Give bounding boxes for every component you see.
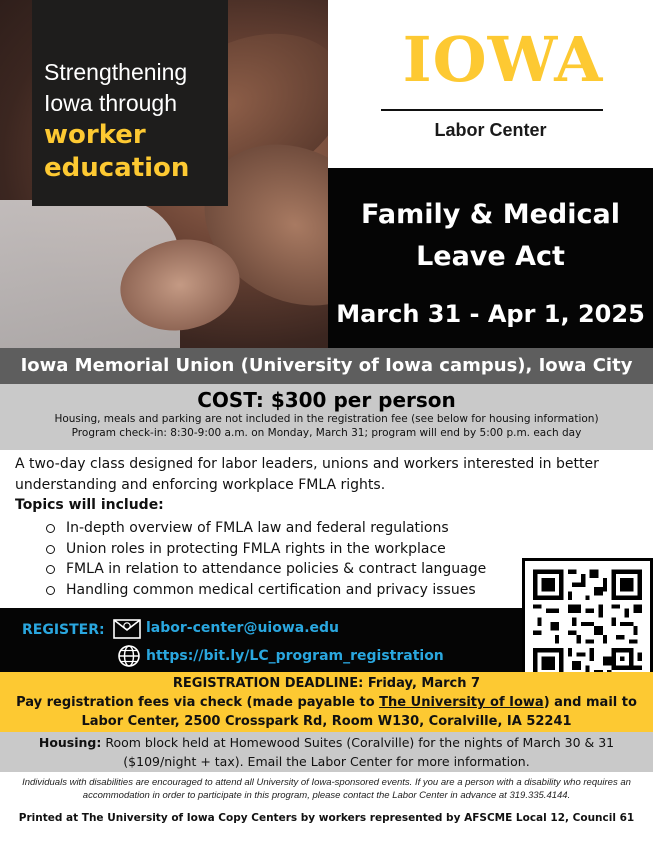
hero-photo <box>0 0 328 348</box>
deadline-payment <box>0 693 653 712</box>
list-item: In-depth overview of FMLA law and federal regulations <box>44 518 486 539</box>
qr-code-graphic <box>533 569 642 679</box>
cost-headline: COST: $300 per person <box>197 388 456 412</box>
event-title-box <box>328 168 653 348</box>
iowa-labor-center-logo <box>328 0 653 168</box>
register-email-link[interactable]: labor-center@uiowa.edu <box>146 620 340 636</box>
qr-code[interactable] <box>522 558 653 690</box>
event-title-line: Leave Act <box>416 241 565 272</box>
cost-note: Housing, meals and parking are not included in the registration fee (see below for housing information) <box>54 413 599 425</box>
event-title-line: Family & Medical <box>361 199 620 230</box>
event-title <box>328 194 653 278</box>
cost-note: Program check-in: 8:30-9:00 a.m. on Monday, March 31; program will end by 5:00 p.m. each day <box>71 427 582 439</box>
printer-credit: Printed at The University of Iowa Copy Centers by workers represented by AFSCME Local 12, Council 61 <box>18 812 635 824</box>
housing-label: Housing: <box>38 735 102 750</box>
list-item: Handling common medical certification and privacy issues <box>44 580 486 601</box>
housing-line <box>0 733 653 752</box>
payment-text: Pay registration fees via check (made payable to <box>16 695 380 710</box>
housing-line: ($109/night + tax). Email the Labor Center for more information. <box>123 754 530 769</box>
housing-info <box>0 732 653 772</box>
tagline-box <box>32 0 228 206</box>
tagline-highlight: worker <box>44 120 146 150</box>
topics-list <box>44 518 486 600</box>
tagline-highlight: education <box>44 153 190 183</box>
mailing-address: Labor Center, 2500 Crosspark Rd, Room W130, Coralville, IA 52241 <box>81 714 572 729</box>
tagline-line: Iowa through <box>44 90 177 116</box>
payment-text: ) and mail to <box>543 695 637 710</box>
register-url-link[interactable]: https://bit.ly/LC_program_registration <box>146 648 444 664</box>
course-description: A two-day class designed for labor leaders, unions and workers interested in better understanding and enforcing workplace FMLA rights. <box>15 456 599 493</box>
event-dates: March 31 - Apr 1, 2025 <box>336 300 645 328</box>
disability-notice: Individuals with disabilities are encouraged to attend all University of Iowa-sponsored events. If you are a person with a disability who requires an accommodation in order to participate in this program, please contact the Labor Center in advance at 319.335.4144. <box>22 777 631 801</box>
logo-divider <box>381 109 603 111</box>
cost-section <box>0 384 653 450</box>
tagline-line: Strengthening <box>44 59 188 85</box>
email-icon <box>113 617 141 639</box>
housing-text: Room block held at Homewood Suites (Coralville) for the nights of March 30 & 31 <box>101 735 615 750</box>
globe-icon <box>117 644 141 668</box>
topics-heading: Topics will include: <box>15 497 164 513</box>
deadline-date: REGISTRATION DEADLINE: Friday, March 7 <box>172 676 481 691</box>
list-item: FMLA in relation to attendance policies & contract language <box>44 559 486 580</box>
registration-deadline <box>0 672 653 732</box>
list-item: Union roles in protecting FMLA rights in the workplace <box>44 539 486 560</box>
logo-wordmark: IOWA <box>402 23 604 96</box>
logo-subtitle: Labor Center <box>434 120 547 140</box>
register-label: REGISTER: <box>22 622 105 638</box>
event-venue: Iowa Memorial Union (University of Iowa campus), Iowa City <box>0 348 653 384</box>
payee-link: The University of Iowa <box>379 695 544 710</box>
